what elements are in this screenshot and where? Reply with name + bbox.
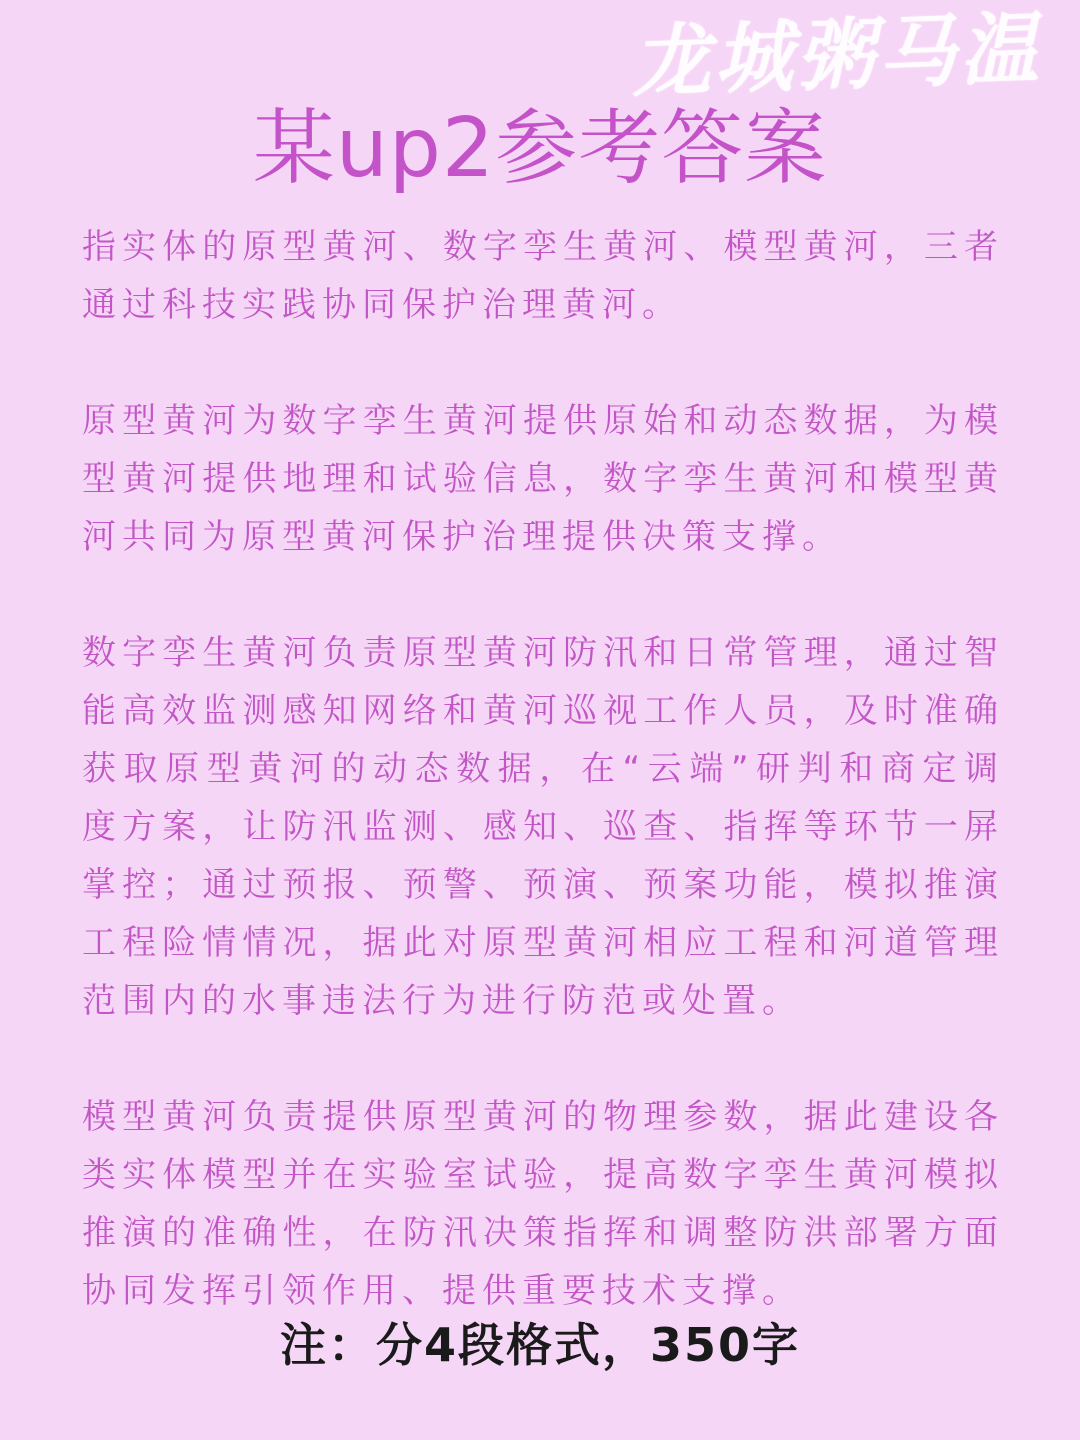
paragraph-3: 数字孪生黄河负责原型黄河防汛和日常管理，通过智能高效监测感知网络和黄河巡视工作人员，及时准确获取原型黄河的动态数据，在“云端”研判和商定调度方案，让防汛监测、感知、巡查、指挥等环节一屏掌控；通过预报、预警、预演、预案功能，模拟推演工程险情情况，据此对原型黄河相应工程和河道管理范围内的水事违法行为进行防范或处置。 xyxy=(82,633,1004,1021)
paragraph-2: 原型黄河为数字孪生黄河提供原始和动态数据，为模型黄河提供地理和试验信息，数字孪生黄河和模型黄河共同为原型黄河保护治理提供决策支撑。 xyxy=(82,401,1004,557)
paragraph-spacer xyxy=(82,1030,1004,1088)
paragraph-spacer xyxy=(82,334,1004,392)
watermark-signature: 龙城粥马温 xyxy=(630,3,1044,109)
paragraph-1: 指实体的原型黄河、数字孪生黄河、模型黄河，三者通过科技实践协同保护治理黄河。 xyxy=(82,227,1004,325)
page-title: 某up2参考答案 xyxy=(252,101,828,196)
paragraph-4: 模型黄河负责提供原型黄河的物理参数，据此建设各类实体模型并在实验室试验，提高数字孪生黄河模拟推演的准确性，在防汛决策指挥和调整防洪部署方面协同发挥引领作用、提供重要技术支撑。 xyxy=(82,1097,1004,1311)
paragraph-spacer xyxy=(82,566,1004,624)
answer-body xyxy=(82,218,1004,1320)
format-note: 注：分4段格式，350字 xyxy=(279,1318,801,1372)
